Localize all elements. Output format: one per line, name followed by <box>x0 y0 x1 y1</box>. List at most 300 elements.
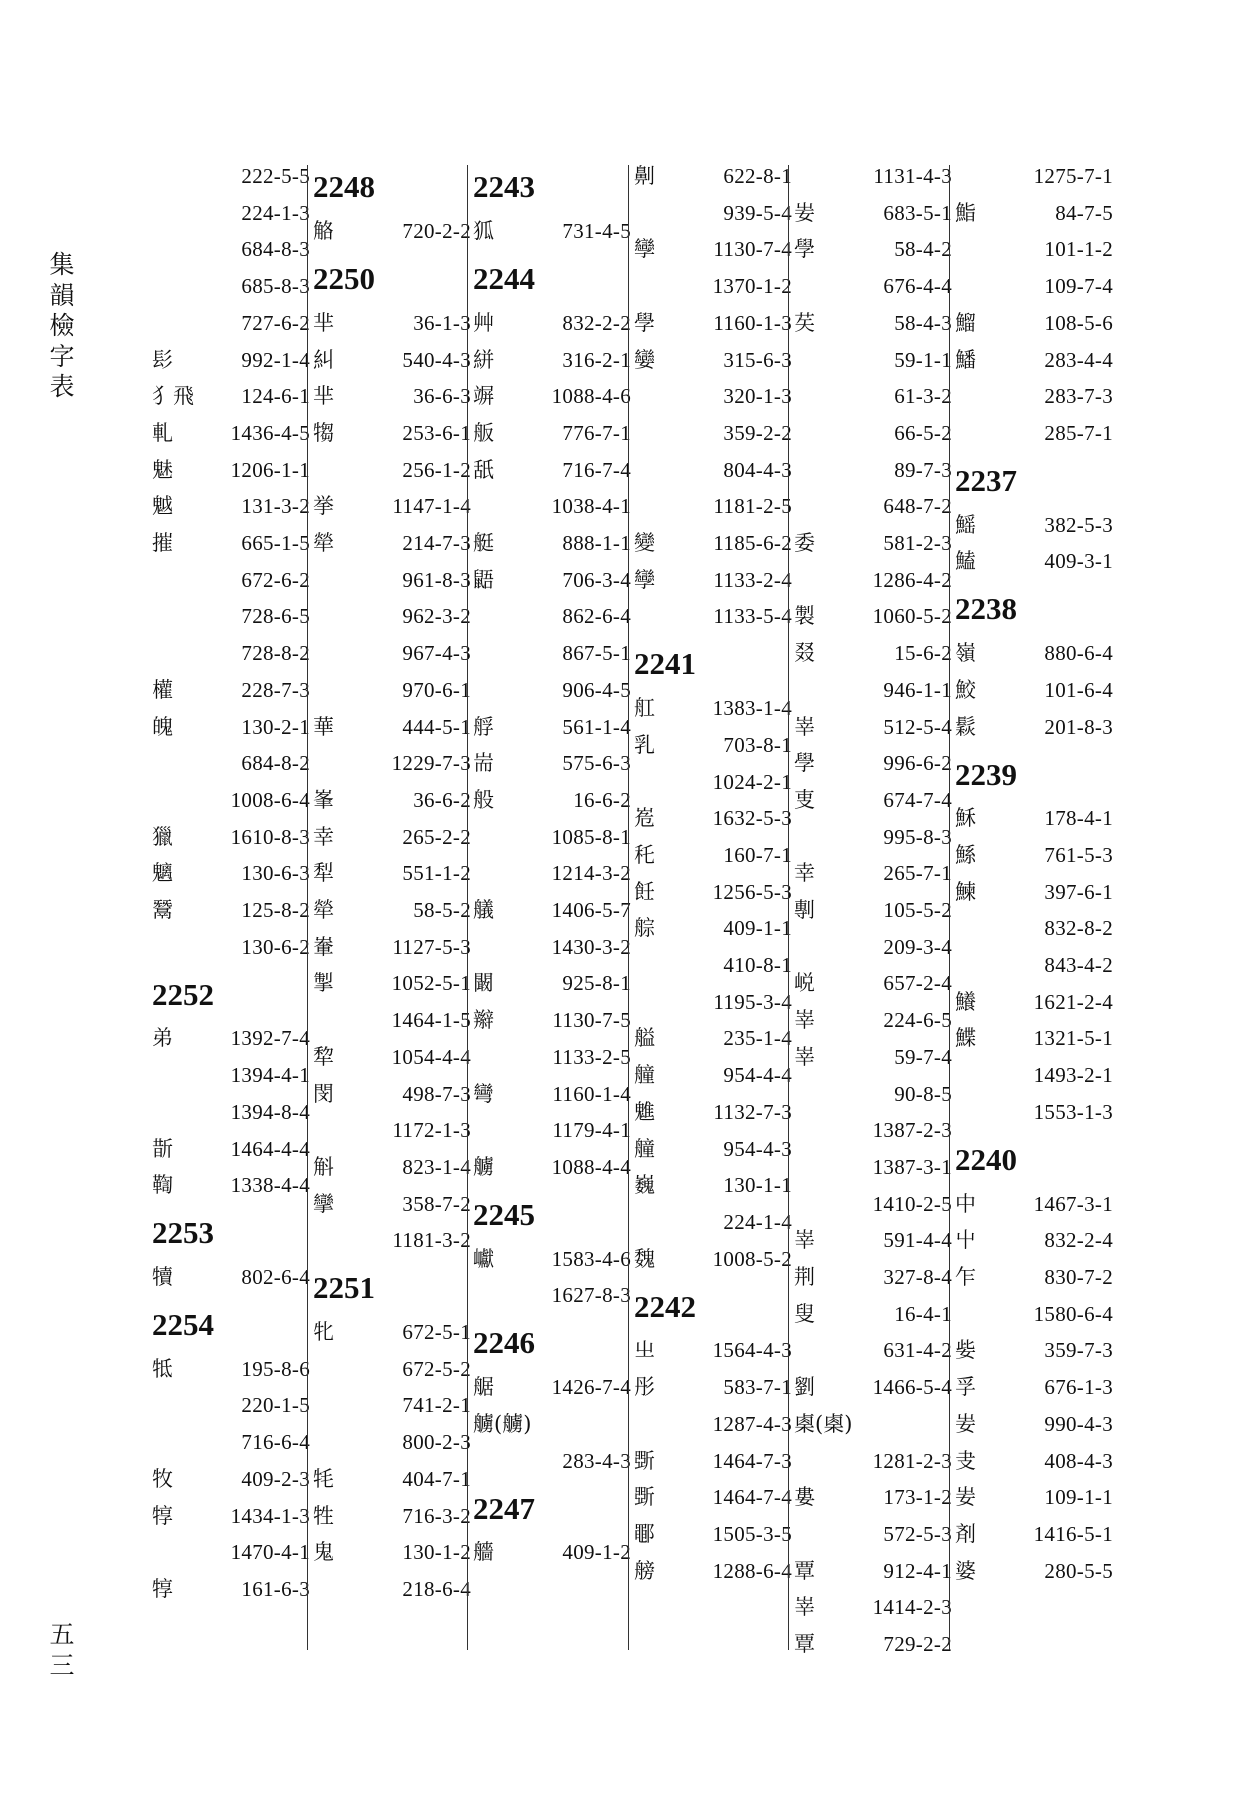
index-entry <box>634 764 794 801</box>
index-entry <box>313 305 473 342</box>
index-entry <box>152 855 312 892</box>
entry-reference: 939-5-4 <box>723 200 792 225</box>
index-entry <box>955 1020 1115 1057</box>
index-entry <box>313 1039 473 1076</box>
entry-reference: 1564-4-3 <box>712 1338 792 1363</box>
index-entry <box>152 892 312 929</box>
index-entry <box>794 1332 954 1369</box>
index-entry <box>313 1186 473 1223</box>
entry-reference: 359-2-2 <box>723 420 792 445</box>
index-entry <box>634 158 794 195</box>
index-entry <box>634 837 794 874</box>
section-heading <box>473 1321 633 1361</box>
entry-reference: 561-1-4 <box>562 714 631 739</box>
entry-reference: 1436-4-5 <box>230 420 310 445</box>
entry-reference: 1505-3-5 <box>712 1521 792 1546</box>
index-entry <box>152 1131 312 1168</box>
entry-reference: 1464-7-3 <box>712 1448 792 1473</box>
index-entry <box>955 1369 1115 1406</box>
index-entry <box>473 1443 633 1480</box>
entry-reference: 1206-1-1 <box>230 457 310 482</box>
entry-reference: 962-3-2 <box>402 604 471 629</box>
entry-character: 犖 <box>313 898 334 922</box>
entry-character: 䑸 <box>634 916 655 941</box>
entry-character: 剸 <box>794 898 815 922</box>
index-entry <box>955 1443 1115 1480</box>
index-entry <box>473 598 633 635</box>
column-divider <box>949 165 950 1650</box>
entry-character: 鬼 <box>313 1540 334 1565</box>
section-heading <box>313 165 473 205</box>
index-entry <box>313 1076 473 1113</box>
index-entry <box>794 598 954 635</box>
entry-character: 芈 <box>313 384 334 409</box>
entry-reference: 706-3-4 <box>562 567 631 592</box>
entry-character: 竮 <box>473 384 494 409</box>
entry-reference: 1387-3-1 <box>872 1154 952 1179</box>
index-entry <box>473 562 633 599</box>
entry-reference: 58-4-3 <box>894 310 952 335</box>
index-entry <box>955 837 1115 874</box>
index-entry <box>794 1369 954 1406</box>
index-entry <box>634 342 794 379</box>
entry-character: 學 <box>634 310 655 335</box>
index-entry <box>473 782 633 819</box>
entry-reference: 178-4-1 <box>1044 806 1113 831</box>
entry-reference: 1132-7-3 <box>713 1099 792 1124</box>
index-entry <box>794 1626 954 1663</box>
entry-reference: 1131-4-3 <box>873 164 952 188</box>
entry-reference: 1627-8-3 <box>551 1283 631 1308</box>
entry-character: 飪 <box>634 879 655 904</box>
index-entry <box>955 910 1115 947</box>
entry-character: 峷 <box>794 1044 815 1069</box>
entry-character: 牴 <box>152 1356 173 1381</box>
entry-character: 巘 <box>473 1246 494 1271</box>
entry-character: 鱕 <box>955 347 976 372</box>
index-entry <box>794 488 954 525</box>
entry-reference: 954-4-4 <box>723 1063 792 1088</box>
entry-character: 㮚(㮚) <box>794 1411 853 1436</box>
entry-character: 乳 <box>634 732 655 757</box>
entry-character: 孌 <box>634 347 655 372</box>
index-entry <box>634 1516 794 1553</box>
entry-reference: 409-2-3 <box>241 1466 310 1491</box>
column-divider <box>307 165 308 1650</box>
entry-character: 犢 <box>152 1265 173 1289</box>
entry-reference: 256-1-2 <box>402 457 471 482</box>
entry-reference: 58-4-2 <box>894 237 952 262</box>
entry-character: 㟋 <box>794 971 815 996</box>
entry-character: 叏 <box>955 1448 976 1473</box>
entry-reference: 235-1-4 <box>723 1026 792 1051</box>
entry-reference: 220-1-5 <box>241 1393 310 1418</box>
entry-character: 學 <box>794 751 815 776</box>
index-entry <box>313 1314 473 1351</box>
index-entry <box>152 1057 312 1094</box>
index-entry <box>634 1332 794 1369</box>
entry-reference: 130-6-3 <box>241 861 310 886</box>
index-entry <box>634 562 794 599</box>
entry-reference: 15-6-2 <box>894 641 952 666</box>
index-entry <box>955 378 1115 415</box>
index-entry <box>955 1222 1115 1259</box>
entry-reference: 622-8-1 <box>723 164 792 188</box>
entry-reference: 776-7-1 <box>562 420 631 445</box>
index-entry <box>473 1002 633 1039</box>
entry-character: 婆 <box>955 1558 976 1583</box>
entry-reference: 90-8-5 <box>894 1081 952 1106</box>
entry-character: 耑 <box>473 751 494 776</box>
entry-reference: 1466-5-4 <box>872 1375 952 1400</box>
index-entry <box>955 231 1115 268</box>
entry-character: 巍 <box>634 1173 655 1198</box>
index-entry <box>313 1498 473 1535</box>
index-entry <box>152 1424 312 1461</box>
entry-reference: 1464-7-4 <box>712 1485 792 1510</box>
entry-character: 鰩 <box>955 512 976 537</box>
entry-reference: 130-2-1 <box>241 714 310 739</box>
entry-reference: 58-5-2 <box>413 898 471 922</box>
entry-reference: 925-8-1 <box>562 971 631 996</box>
index-entry <box>313 1149 473 1186</box>
entry-reference: 954-4-3 <box>723 1136 792 1161</box>
section-code: 2241 <box>634 646 696 682</box>
index-column <box>955 158 1115 1658</box>
entry-character: 鰈 <box>955 1026 976 1051</box>
index-entry <box>152 929 312 966</box>
section-code: 2247 <box>473 1490 535 1526</box>
index-entry <box>955 874 1115 911</box>
section-heading <box>634 642 794 682</box>
index-entry <box>473 855 633 892</box>
section-heading <box>152 1211 312 1251</box>
entry-character: 幸 <box>313 824 334 849</box>
entry-character: 㞢 <box>634 1338 655 1363</box>
index-entry <box>794 965 954 1002</box>
entry-character: 製 <box>794 604 815 629</box>
entry-character: 嶺 <box>955 641 976 666</box>
section-heading <box>473 1193 633 1230</box>
index-entry <box>794 745 954 782</box>
index-entry <box>634 1204 794 1241</box>
entry-character: 觡 <box>313 219 334 244</box>
entry-character: 婁 <box>794 1485 815 1510</box>
index-entry <box>313 709 473 746</box>
entry-reference: 1583-4-6 <box>551 1246 631 1271</box>
entry-character: 鄳 <box>634 1521 655 1546</box>
entry-character: 軋 <box>152 420 173 445</box>
index-entry <box>794 268 954 305</box>
entry-reference: 540-4-3 <box>402 347 471 372</box>
entry-reference: 657-2-4 <box>883 971 952 996</box>
entry-reference: 1214-3-2 <box>551 861 631 886</box>
section-code: 2254 <box>152 1307 214 1343</box>
index-entry <box>473 213 633 250</box>
index-entry <box>794 1222 954 1259</box>
index-entry <box>152 672 312 709</box>
index-entry <box>313 562 473 599</box>
index-entry <box>152 782 312 819</box>
index-column <box>313 158 473 1658</box>
entry-character: 鰊 <box>955 879 976 904</box>
index-entry <box>313 782 473 819</box>
entry-reference: 1383-1-4 <box>712 696 792 721</box>
section-heading <box>955 587 1115 627</box>
index-entry <box>634 984 794 1021</box>
entry-reference: 862-6-4 <box>562 604 631 629</box>
entry-reference: 1287-4-3 <box>712 1411 792 1436</box>
index-entry <box>794 1002 954 1039</box>
entry-character: 糾 <box>313 347 334 372</box>
index-entry <box>152 1167 312 1204</box>
entry-reference: 1610-8-3 <box>230 824 310 849</box>
entry-character: 艟 <box>634 1136 655 1161</box>
entry-character: 幸 <box>794 861 815 886</box>
entry-character: 牧 <box>152 1466 173 1491</box>
entry-reference: 125-8-2 <box>241 898 310 922</box>
entry-reference: 124-6-1 <box>241 384 310 409</box>
entry-reference: 631-4-2 <box>883 1338 952 1363</box>
section-code: 2238 <box>955 591 1017 627</box>
entry-reference: 253-6-1 <box>402 420 471 445</box>
entry-reference: 716-6-4 <box>241 1430 310 1455</box>
entry-reference: 823-1-4 <box>402 1154 471 1179</box>
index-entry <box>473 1277 633 1314</box>
index-entry <box>473 635 633 672</box>
index-entry <box>473 1112 633 1149</box>
entry-reference: 1195-3-4 <box>713 989 792 1014</box>
entry-reference: 161-6-3 <box>241 1576 310 1601</box>
entry-character: 中 <box>955 1191 976 1216</box>
entry-reference: 131-3-2 <box>241 494 310 519</box>
entry-character: 艤 <box>473 898 494 922</box>
index-entry <box>794 1112 954 1149</box>
index-entry <box>313 598 473 635</box>
entry-reference: 1288-6-4 <box>712 1558 792 1583</box>
index-entry <box>152 635 312 672</box>
section-heading <box>313 1266 473 1306</box>
index-column <box>152 158 312 1658</box>
entry-character: 舐 <box>473 457 494 482</box>
index-entry <box>955 1479 1115 1516</box>
index-entry <box>794 1296 954 1333</box>
index-entry <box>794 158 954 195</box>
entry-reference: 672-6-2 <box>241 567 310 592</box>
entry-reference: 1464-4-4 <box>230 1136 310 1161</box>
entry-reference: 265-2-2 <box>402 824 471 849</box>
entry-reference: 498-7-3 <box>402 1081 471 1106</box>
section-heading <box>152 973 312 1010</box>
entry-character: 輋 <box>313 934 334 959</box>
entry-reference: 1133-2-4 <box>713 567 792 592</box>
index-entry <box>794 452 954 489</box>
entry-reference: 716-7-4 <box>562 457 631 482</box>
entry-reference: 209-3-4 <box>883 934 952 959</box>
index-entry <box>313 1461 473 1498</box>
entry-reference: 1553-1-3 <box>1033 1099 1113 1124</box>
entry-reference: 684-8-3 <box>241 237 310 262</box>
index-entry <box>152 342 312 379</box>
index-entry <box>794 1149 954 1186</box>
index-entry <box>794 1259 954 1296</box>
index-entry <box>955 947 1115 984</box>
entry-character: 鰪 <box>955 549 976 574</box>
entry-reference: 572-5-3 <box>883 1521 952 1546</box>
index-entry <box>794 342 954 379</box>
entry-reference: 89-7-3 <box>894 457 952 482</box>
index-entry <box>152 378 312 415</box>
index-entry <box>152 525 312 562</box>
entry-character: 彎 <box>473 1081 494 1106</box>
entry-reference: 685-8-3 <box>241 274 310 299</box>
index-entry <box>794 1443 954 1480</box>
index-entry <box>794 231 954 268</box>
entry-reference: 1160-1-4 <box>552 1081 631 1106</box>
index-entry <box>473 1406 633 1443</box>
entry-reference: 66-5-2 <box>894 420 952 445</box>
entry-reference: 802-6-4 <box>241 1265 310 1289</box>
section-code: 2237 <box>955 462 1017 498</box>
index-entry <box>634 598 794 635</box>
index-entry <box>313 488 473 525</box>
index-entry <box>152 452 312 489</box>
section-code: 2252 <box>152 976 214 1012</box>
index-entry <box>955 543 1115 580</box>
entry-character: 犂 <box>313 1044 334 1069</box>
entry-reference: 283-4-3 <box>562 1448 631 1473</box>
entry-character: 孿 <box>634 567 655 592</box>
entry-character: 鼯 <box>473 567 494 592</box>
entry-character: 妛 <box>794 200 815 225</box>
entry-reference: 224-6-5 <box>883 1008 952 1033</box>
entry-character: 峷 <box>794 1228 815 1253</box>
index-entry <box>955 672 1115 709</box>
entry-character: 覃 <box>794 1558 815 1583</box>
index-entry <box>473 819 633 856</box>
entry-reference: 1181-2-5 <box>713 494 792 519</box>
entry-reference: 731-4-5 <box>562 219 631 244</box>
index-entry <box>794 415 954 452</box>
index-entry <box>794 635 954 672</box>
entry-reference: 409-1-2 <box>562 1540 631 1565</box>
index-entry <box>473 415 633 452</box>
entry-reference: 1130-7-5 <box>552 1008 631 1033</box>
entry-character: 魅 <box>152 457 173 482</box>
entry-character: 魋 <box>634 1099 655 1124</box>
index-entry <box>152 1571 312 1608</box>
index-entry <box>794 562 954 599</box>
entry-character: 鞫 <box>152 1173 173 1198</box>
entry-character: 孿 <box>634 237 655 262</box>
entry-character: 鰡 <box>955 310 976 335</box>
index-entry <box>634 910 794 947</box>
entry-character: 剤 <box>955 1521 976 1546</box>
index-entry <box>152 305 312 342</box>
index-entry <box>955 268 1115 305</box>
index-entry <box>634 727 794 764</box>
entry-reference: 105-5-2 <box>883 898 952 922</box>
column-divider <box>467 165 468 1650</box>
entry-character: 魏 <box>634 1246 655 1271</box>
entry-reference: 1394-4-1 <box>230 1063 310 1088</box>
index-entry <box>794 929 954 966</box>
index-entry <box>313 342 473 379</box>
index-entry <box>955 1186 1115 1223</box>
entry-reference: 265-7-1 <box>883 861 952 886</box>
index-entry <box>634 268 794 305</box>
entry-reference: 1160-1-3 <box>713 310 792 335</box>
entry-character: 覃 <box>794 1632 815 1656</box>
entry-reference: 358-7-2 <box>402 1191 471 1216</box>
entry-character: 斮 <box>152 1136 173 1161</box>
column-divider <box>788 165 789 1650</box>
index-entry <box>794 819 954 856</box>
index-entry <box>955 1094 1115 1131</box>
index-entry <box>794 195 954 232</box>
index-entry <box>794 855 954 892</box>
index-column <box>634 158 794 1658</box>
entry-character: 華 <box>313 714 334 739</box>
section-code: 2246 <box>473 1325 535 1361</box>
index-entry <box>473 709 633 746</box>
entry-character: 牦 <box>313 1466 334 1491</box>
index-entry <box>313 1112 473 1149</box>
index-entry <box>473 1369 633 1406</box>
entry-reference: 1130-7-4 <box>713 237 792 262</box>
index-entry <box>152 709 312 746</box>
index-entry <box>473 378 633 415</box>
index-entry <box>955 1259 1115 1296</box>
section-code: 2243 <box>473 169 535 205</box>
entry-character: 峷 <box>794 714 815 739</box>
entry-character: 斲 <box>634 1485 655 1510</box>
index-entry <box>473 1149 633 1186</box>
entry-character: 孚 <box>955 1375 976 1400</box>
entry-character: 舨 <box>473 420 494 445</box>
entry-reference: 1281-2-3 <box>872 1448 952 1473</box>
index-entry <box>313 525 473 562</box>
entry-reference: 581-2-3 <box>883 531 952 555</box>
index-entry <box>152 268 312 305</box>
entry-reference: 676-4-4 <box>883 274 952 299</box>
entry-reference: 970-6-1 <box>402 677 471 702</box>
index-entry <box>634 1094 794 1131</box>
entry-reference: 912-4-1 <box>883 1558 952 1583</box>
index-entry <box>634 1131 794 1168</box>
entry-reference: 804-4-3 <box>723 457 792 482</box>
entry-reference: 683-5-1 <box>883 200 952 225</box>
entry-reference: 1085-8-1 <box>551 824 631 849</box>
entry-reference: 832-8-2 <box>1044 916 1113 941</box>
entry-reference: 551-1-2 <box>402 861 471 886</box>
entry-character: 秅 <box>634 842 655 867</box>
index-entry <box>313 745 473 782</box>
entry-character: 魆 <box>152 494 173 519</box>
index-entry <box>634 947 794 984</box>
index-entry <box>473 1534 633 1571</box>
entry-reference: 665-1-5 <box>241 531 310 555</box>
entry-character: 學 <box>794 237 815 262</box>
entry-character: 艍 <box>473 1375 494 1400</box>
index-entry <box>313 1351 473 1388</box>
entry-reference: 109-1-1 <box>1044 1485 1113 1510</box>
entry-character: 峯 <box>313 787 334 812</box>
entry-character: 委 <box>794 531 815 555</box>
entry-reference: 996-6-2 <box>883 751 952 776</box>
index-entry <box>634 1479 794 1516</box>
index-entry <box>473 452 633 489</box>
